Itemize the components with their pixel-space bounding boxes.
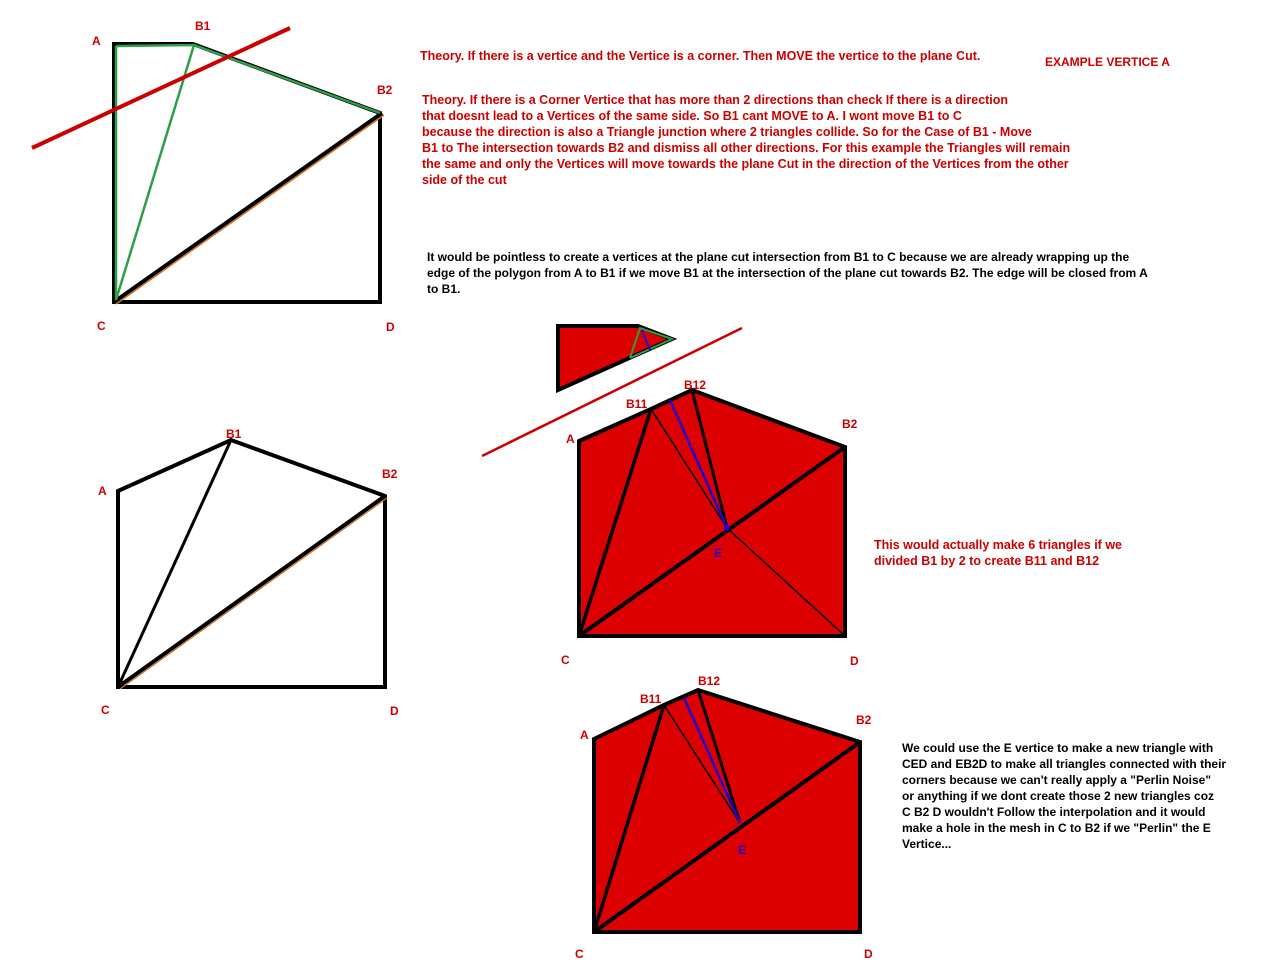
theory-2-note [422, 92, 1070, 188]
use-e-line: corners because we can't really apply a "Perlin Noise" [902, 773, 1212, 787]
pointless-line: It would be pointless to create a vertices at the plane cut intersection from B1 to C because we are already wrapping up the [427, 250, 1130, 264]
diagram-2 [98, 427, 399, 718]
six-triangles-line: divided B1 by 2 to create B11 and B12 [874, 554, 1100, 568]
use-e-line: CED and EB2D to make all triangles connected with their [902, 757, 1227, 771]
example-label: EXAMPLE VERTICE A [1045, 55, 1170, 69]
use-e-line: Vertice... [902, 837, 952, 851]
six-triangles-line: This would actually make 6 triangles if we [874, 538, 1122, 552]
label-c-3: C [561, 653, 570, 667]
label-b2-1: B2 [377, 83, 393, 97]
label-d-4: D [864, 947, 873, 960]
label-e-4: E [738, 843, 747, 857]
label-d-2: D [390, 704, 399, 718]
label-b2-2: B2 [382, 467, 398, 481]
theory-2-line: the same and only the Vertices will move towards the plane Cut in the direction of the Vertices from the other [422, 157, 1069, 171]
green-edge-b1-b2-1 [194, 45, 380, 113]
label-a-4: A [580, 728, 589, 742]
theory-2-line: B1 to The intersection towards B2 and dismiss all other directions. For this example the Triangles will remain [422, 141, 1071, 155]
pointless-line: to B1. [427, 282, 461, 296]
label-b12-4: B12 [698, 674, 721, 688]
theory-2-line: side of the cut [422, 173, 507, 187]
label-b11-4: B11 [640, 692, 662, 706]
label-b2-4: B2 [856, 713, 872, 727]
pentagon-outline-2 [118, 440, 385, 687]
use-e-line: We could use the E vertice to make a new triangle with [902, 741, 1214, 755]
use-e-line: C B2 D wouldn't Follow the interpolation and it would [902, 805, 1206, 819]
label-d-1: D [386, 320, 395, 334]
label-b1-2: B1 [226, 427, 242, 441]
edge-c-b2-orange-1 [116, 115, 384, 304]
pointless-line: edge of the polygon from A to B1 if we move B1 at the intersection of the plane cut towards B2. The edge will be closed from A [427, 266, 1148, 280]
label-b12-3: B12 [684, 378, 707, 392]
theory-2-line: Theory. If there is a Corner Vertice that has more than 2 directions than check If there is a direction [422, 93, 1009, 107]
theory-2-line: because the direction is also a Triangle junction where 2 triangles collide. So for the Case of B1 - Move [422, 125, 1032, 139]
use-e-note [902, 740, 1226, 852]
label-a-1: A [92, 34, 101, 48]
theory-1-note: Theory. If there is a vertice and the Vertice is a corner. Then MOVE the vertice to the plane Cut. [420, 49, 981, 63]
green-triangle-path-1 [116, 45, 194, 300]
edge-c-b2-2 [118, 496, 385, 687]
use-e-line: or anything if we dont create those 2 new triangles coz [902, 789, 1215, 803]
use-e-line: make a hole in the mesh in C to B2 if we "Perlin" the E [902, 821, 1211, 835]
edge-c-b2-1 [114, 113, 382, 302]
label-c-2: C [101, 703, 110, 717]
diagram-3 [561, 378, 859, 668]
label-e-3: E [714, 546, 723, 560]
six-triangles-note [874, 537, 1122, 569]
label-c-4: C [575, 947, 584, 960]
label-c-1: C [97, 319, 106, 333]
cut-piece [558, 326, 672, 390]
label-b11-3: B11 [626, 397, 648, 411]
diagram-4 [575, 674, 873, 960]
label-a-3: A [566, 432, 575, 446]
pointless-note [427, 249, 1148, 297]
vertex-e-3 [724, 525, 730, 531]
label-b2-3: B2 [842, 417, 858, 431]
diagram-1 [32, 19, 395, 334]
cut-piece-fill [558, 326, 672, 390]
theory-2-line: that doesnt lead to a Vertices of the same side. So B1 cant MOVE to A. I wont move B1 to C [422, 109, 962, 123]
label-b1-1: B1 [195, 19, 211, 33]
label-d-3: D [850, 654, 859, 668]
pentagon-fill-4 [594, 690, 860, 932]
label-a-2: A [98, 484, 107, 498]
